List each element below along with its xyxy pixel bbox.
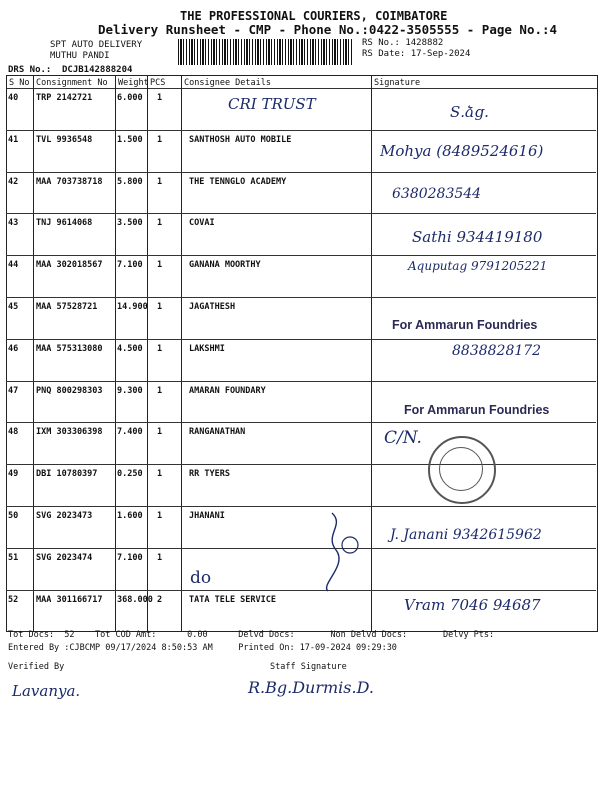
- row-consignee: GANANA MOORTHY: [189, 260, 261, 271]
- row-sno: 46: [8, 343, 19, 354]
- row-sno: 49: [8, 469, 19, 480]
- row-consignee: JHANANI: [189, 511, 225, 521]
- row-divider: [6, 172, 596, 173]
- row-divider: [6, 339, 596, 340]
- row-sno: 47: [8, 385, 19, 396]
- row-consignment-no: TVL 9936548: [36, 134, 93, 145]
- row-weight: 1.600: [117, 511, 143, 521]
- row-sno: 45: [8, 302, 19, 312]
- row-consignment-no: SVG 2023473: [36, 511, 93, 521]
- row-pcs: 1: [157, 469, 163, 480]
- signature: 8838828172: [452, 343, 542, 359]
- row-divider: [6, 130, 596, 131]
- row-pcs: 1: [157, 218, 163, 229]
- row-consignee: TATA TELE SERVICE: [189, 594, 276, 605]
- row-pcs: 1: [157, 134, 163, 145]
- row-weight: 14.900: [117, 302, 148, 312]
- row-consignee: RANGANATHAN: [189, 427, 246, 438]
- row-consignee: AMARAN FOUNDARY: [189, 385, 266, 396]
- row-sno: 48: [8, 427, 19, 438]
- round-seal-stamp: [428, 436, 496, 504]
- company-stamp: For Ammarun Foundries: [392, 318, 538, 332]
- row-pcs: 1: [157, 343, 163, 354]
- row-weight: 5.800: [117, 176, 143, 187]
- row-consignment-no: IXM 303306398: [36, 427, 103, 438]
- col-pcs-header: PCS: [150, 78, 166, 88]
- row-divider: [6, 548, 596, 549]
- row-weight: 0.250: [117, 469, 143, 480]
- runsheet-title: Delivery Runsheet - CMP - Phone No.:0422-3505555 - Page No.:4: [98, 22, 558, 37]
- row-divider: [6, 464, 596, 465]
- row-pcs: 1: [157, 511, 163, 521]
- row-consignment-no: TRP 2142721: [36, 93, 93, 103]
- row-pcs: 1: [157, 427, 163, 438]
- signature: J. Janani 9342615962: [390, 527, 542, 543]
- row-divider: [6, 381, 596, 382]
- row-consignment-no: MAA 302018567: [36, 260, 103, 271]
- handwritten-scribble: [310, 505, 370, 595]
- row-sno: 50: [8, 511, 19, 521]
- row-consignment-no: MAA 301166717: [36, 594, 103, 605]
- totals-line: Tot Docs: 52 Tot COD Amt: 0.00 Delvd Docs: Non Delvd Docs: Delvy Pts:: [8, 630, 495, 640]
- row-consignment-no: MAA 575313080: [36, 343, 103, 354]
- row-consignee: LAKSHMI: [189, 343, 225, 354]
- row-weight: 9.300: [117, 385, 143, 396]
- entered-printed-line: Entered By :CJBCMP 09/17/2024 8:50:53 AM Printed On: 17-09-2024 09:29:30: [8, 643, 397, 653]
- row-weight: 3.500: [117, 218, 143, 229]
- row-consignee: RR TYERS: [189, 469, 230, 480]
- row-consignee: SANTHOSH AUTO MOBILE: [189, 134, 292, 145]
- staff-signature: R.Bg.Durmis.D.: [248, 678, 374, 697]
- col-weight-header: Weight: [118, 78, 149, 88]
- row-consignee: JAGATHESH: [189, 302, 236, 312]
- row-weight: 7.100: [117, 260, 143, 271]
- row-sno: 52: [8, 594, 19, 605]
- col-consignee-header: Consignee Details: [184, 78, 271, 88]
- row-sno: 40: [8, 93, 19, 103]
- row-weight: 1.500: [117, 134, 143, 145]
- verified-signature: Lavanya.: [12, 682, 81, 700]
- row-pcs: 2: [157, 594, 163, 605]
- col-sno-header: S No: [9, 78, 30, 88]
- row-weight: 7.400: [117, 427, 143, 438]
- row-weight: 7.100: [117, 552, 143, 563]
- row-sno: 42: [8, 176, 19, 187]
- signature: 6380283544: [392, 186, 482, 202]
- row-pcs: 1: [157, 176, 163, 187]
- signature: Mohya (8489524616): [380, 142, 544, 160]
- row-consignment-no: PNQ 800298303: [36, 385, 103, 396]
- staff-name: MUTHU PANDI: [50, 51, 110, 61]
- row-weight: 4.500: [117, 343, 143, 354]
- rs-date: RS Date: 17-Sep-2024: [362, 49, 471, 59]
- row-consignee: COVAI: [189, 218, 215, 229]
- row-sno: 44: [8, 260, 19, 271]
- row-consignment-no: MAA 703738718: [36, 176, 103, 187]
- row-consignment-no: MAA 57528721: [36, 302, 98, 312]
- row-divider: [6, 590, 596, 591]
- handwritten-consignee: CRI TRUST: [228, 95, 316, 113]
- row-divider: [6, 255, 596, 256]
- row-pcs: 1: [157, 385, 163, 396]
- handwritten-note: do: [190, 568, 212, 588]
- row-sno: 43: [8, 218, 19, 229]
- company-stamp: For Ammarun Foundries: [404, 403, 550, 417]
- row-sno: 51: [8, 552, 19, 563]
- row-pcs: 1: [157, 552, 163, 563]
- row-consignment-no: TNJ 9614068: [36, 218, 93, 229]
- drs-label: DRS No.:: [8, 65, 52, 75]
- staff-signature-label: Staff Signature: [270, 662, 347, 672]
- verified-by-label: Verified By: [8, 662, 65, 672]
- row-consignment-no: DBI 10780397: [36, 469, 98, 480]
- row-consignment-no: SVG 2023474: [36, 552, 93, 563]
- barcode: [178, 39, 354, 65]
- row-divider: [6, 422, 596, 423]
- rs-number: RS No.: 1428882: [362, 38, 444, 48]
- signature: Ѕ.ձց.: [450, 103, 489, 121]
- row-divider: [6, 213, 596, 214]
- row-sno: 41: [8, 134, 19, 145]
- signature: Sathi 934419180: [412, 228, 543, 246]
- drs-number: DCJB142888204: [62, 65, 133, 75]
- row-divider: [6, 506, 596, 507]
- row-pcs: 1: [157, 302, 163, 312]
- company-name: THE PROFESSIONAL COURIERS, COIMBATORE: [180, 9, 448, 23]
- row-weight: 6.000: [117, 93, 143, 103]
- row-weight: 368.000: [117, 594, 153, 605]
- row-consignee: THE TENNGLO ACADEMY: [189, 176, 287, 187]
- row-divider: [6, 297, 596, 298]
- row-pcs: 1: [157, 93, 163, 103]
- col-consignment-header: Consignment No: [36, 78, 108, 88]
- branch-name: SPT AUTO DELIVERY: [50, 40, 143, 50]
- row-pcs: 1: [157, 260, 163, 271]
- signature: Aquputag 9791205221: [408, 259, 548, 273]
- signature: C/N.: [384, 428, 422, 448]
- signature: Vram 7046 94687: [404, 596, 541, 614]
- col-signature-header: Signature: [374, 78, 421, 88]
